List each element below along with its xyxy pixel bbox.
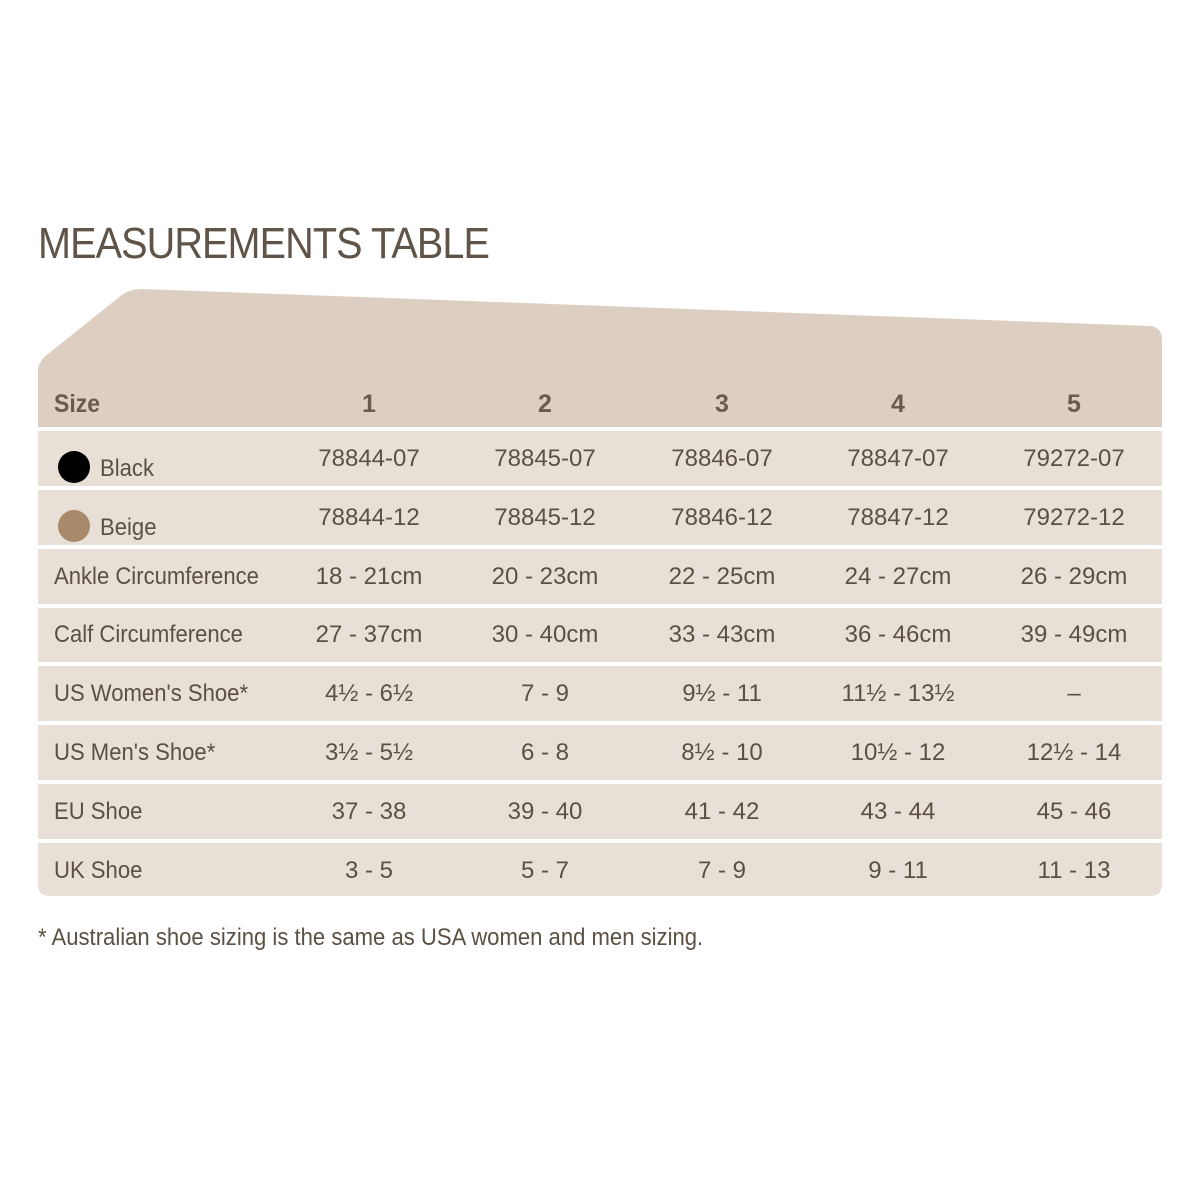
row-label: EU Shoe [54,798,143,825]
table-cell: 9 - 11 [868,857,928,884]
row-label: Beige [100,514,157,541]
size-header-3: 3 [715,390,729,418]
table-row-us-womens-shoe [38,666,1162,722]
table-cell: 11 - 13 [1037,857,1111,884]
row-label: Black [100,455,154,482]
table-cell: 78846-07 [671,445,773,472]
table-cell: 10½ - 12 [850,739,946,766]
row-label: Ankle Circumference [54,563,259,590]
row-label: Calf Circumference [54,621,243,648]
table-cell: 78846-12 [671,504,773,531]
table-cell: 4½ - 6½ [324,680,414,707]
table-cell: 24 - 27cm [844,563,952,590]
table-row-calf-circumference [38,607,1162,663]
table-cell: 33 - 43cm [668,621,776,648]
size-header-4: 4 [891,390,905,418]
table-cell: 78847-12 [847,504,949,531]
table-cell: 26 - 29cm [1020,563,1128,590]
row-label: US Men's Shoe* [54,739,216,766]
table-row-black [38,431,1162,487]
size-header-5: 5 [1067,390,1081,418]
table-cell: 41 - 42 [684,798,760,825]
table-cell: 78844-07 [318,445,420,472]
footnote: * Australian shoe sizing is the same as USA women and men sizing. [38,924,704,951]
table-cell: 39 - 40 [507,798,583,825]
table-cell: 36 - 46cm [844,621,952,648]
black-color-swatch [58,451,90,483]
table-cell: 79272-12 [1023,504,1125,531]
table-row-eu-shoe [38,784,1162,840]
size-header-1: 1 [362,390,376,418]
table-row-ankle-circumference [38,549,1162,605]
table-cell: 12½ - 14 [1026,739,1122,766]
table-row-us-mens-shoe [38,725,1162,781]
table-cell: 78845-07 [494,445,596,472]
table-cell: 7 - 9 [697,857,747,884]
table-header-row [38,376,1162,432]
table-cell: 39 - 49cm [1020,621,1128,648]
table-cell: 78847-07 [847,445,949,472]
table-cell: 20 - 23cm [491,563,599,590]
row-label: UK Shoe [54,857,143,884]
table-row-beige [38,490,1162,546]
table-cell: 45 - 46 [1036,798,1112,825]
table-cell: 78844-12 [318,504,420,531]
table-cell: 18 - 21cm [315,563,423,590]
table-cell: 5 - 7 [520,857,570,884]
table-row-uk-shoe [38,843,1162,899]
table-cell: 3½ - 5½ [324,739,414,766]
table-cell: 11½ - 13½ [841,680,955,707]
table-cell: 37 - 38 [331,798,407,825]
table-cell: 8½ - 10 [681,739,763,766]
table-cell: – [1067,680,1081,707]
table-cell: 78845-12 [494,504,596,531]
table-cell: 27 - 37cm [315,621,423,648]
table-cell: 3 - 5 [344,857,394,884]
beige-color-swatch [58,510,90,542]
table-cell: 22 - 25cm [668,563,776,590]
page-title: MEASUREMENTS TABLE [38,219,490,268]
table-cell: 43 - 44 [860,798,936,825]
table-cell: 9½ - 11 [682,680,762,707]
row-label: US Women's Shoe* [54,680,249,707]
table-cell: 79272-07 [1023,445,1125,472]
size-header-2: 2 [538,390,552,418]
size-header-label: Size [54,390,101,418]
table-cell: 6 - 8 [520,739,570,766]
table-cell: 30 - 40cm [491,621,599,648]
table-cell: 7 - 9 [520,680,570,707]
